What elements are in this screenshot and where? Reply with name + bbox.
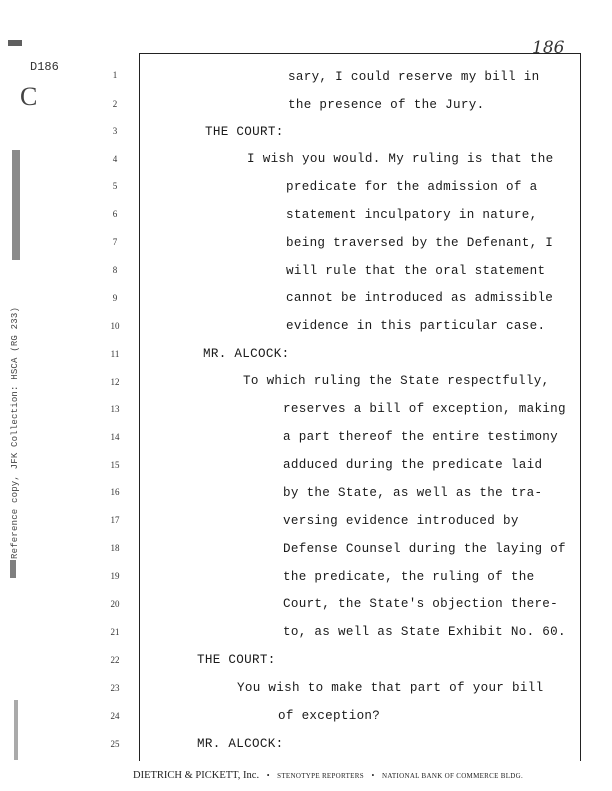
footer-firm: DIETRICH & PICKETT, Inc.	[133, 770, 260, 781]
line-number: 5	[112, 181, 118, 191]
line-number: 10	[110, 321, 120, 331]
scan-edge-mark	[8, 40, 22, 46]
transcript-line: versing evidence introduced by	[283, 514, 519, 528]
transcript-line: statement inculpatory in nature,	[286, 208, 538, 222]
transcript-line: MR. ALCOCK:	[203, 347, 290, 361]
transcript-line: to, as well as State Exhibit No. 60.	[283, 625, 566, 639]
line-number: 19	[110, 571, 120, 581]
line-number: 15	[110, 460, 120, 470]
line-number: 4	[112, 154, 118, 164]
transcript-line: predicate for the admission of a	[286, 180, 538, 194]
line-number: 17	[110, 515, 120, 525]
reference-stamp: Reference copy, JFK Collection: HSCA (RG 233)	[10, 306, 20, 559]
line-number: 3	[112, 126, 118, 136]
footer-address: NATIONAL BANK OF COMMERCE BLDG.	[381, 772, 524, 780]
line-number: 12	[110, 377, 120, 387]
line-number: 9	[112, 293, 118, 303]
transcript-line: You wish to make that part of your bill	[237, 681, 544, 695]
line-number: 7	[112, 237, 118, 247]
line-number: 20	[110, 599, 120, 609]
footer-separator: •	[371, 771, 375, 780]
line-number: 24	[110, 711, 120, 721]
page-number: 186	[532, 38, 565, 58]
line-number: 25	[110, 739, 120, 749]
footer	[133, 770, 573, 781]
scan-edge-mark	[10, 560, 16, 578]
line-number: 13	[110, 404, 120, 414]
line-number: 1	[112, 70, 118, 80]
transcript-line: the presence of the Jury.	[288, 98, 485, 112]
transcript-line: THE COURT:	[205, 125, 284, 139]
transcript-line: the predicate, the ruling of the	[283, 570, 535, 584]
footer-service: STENOTYPE REPORTERS	[277, 772, 364, 780]
transcript-line: being traversed by the Defenant, I	[286, 236, 554, 250]
footer-separator: •	[266, 771, 270, 780]
scan-edge-mark	[12, 150, 20, 260]
transcript-line: cannot be introduced as admissible	[286, 291, 554, 305]
transcript-line: THE COURT:	[197, 653, 276, 667]
line-number: 6	[112, 209, 118, 219]
transcript-line: sary, I could reserve my bill in	[288, 70, 540, 84]
line-number: 18	[110, 543, 120, 553]
line-number: 23	[110, 683, 120, 693]
transcript-line: MR. ALCOCK:	[197, 737, 284, 751]
transcript-line: of exception?	[278, 709, 381, 723]
document-mark: C	[20, 82, 38, 111]
document-id: D186	[30, 60, 59, 74]
line-number: 21	[110, 627, 120, 637]
transcript-line: reserves a bill of exception, making	[283, 402, 566, 416]
transcript-line: I wish you would. My ruling is that the	[247, 152, 554, 166]
transcript-line: Court, the State's objection there-	[283, 597, 559, 611]
line-number: 8	[112, 265, 118, 275]
line-number: 22	[110, 655, 120, 665]
transcript-line: a part thereof the entire testimony	[283, 430, 559, 444]
transcript-line: by the State, as well as the tra-	[283, 486, 543, 500]
line-number: 11	[110, 349, 120, 359]
transcript-line: evidence in this particular case.	[286, 319, 546, 333]
line-number: 16	[110, 487, 120, 497]
scan-edge-mark	[14, 700, 18, 760]
transcript-line: will rule that the oral statement	[286, 264, 546, 278]
transcript-line: Defense Counsel during the laying of	[283, 542, 566, 556]
transcript-line: To which ruling the State respectfully,	[243, 374, 550, 388]
transcript-line: adduced during the predicate laid	[283, 458, 543, 472]
line-number: 14	[110, 432, 120, 442]
line-number: 2	[112, 99, 118, 109]
